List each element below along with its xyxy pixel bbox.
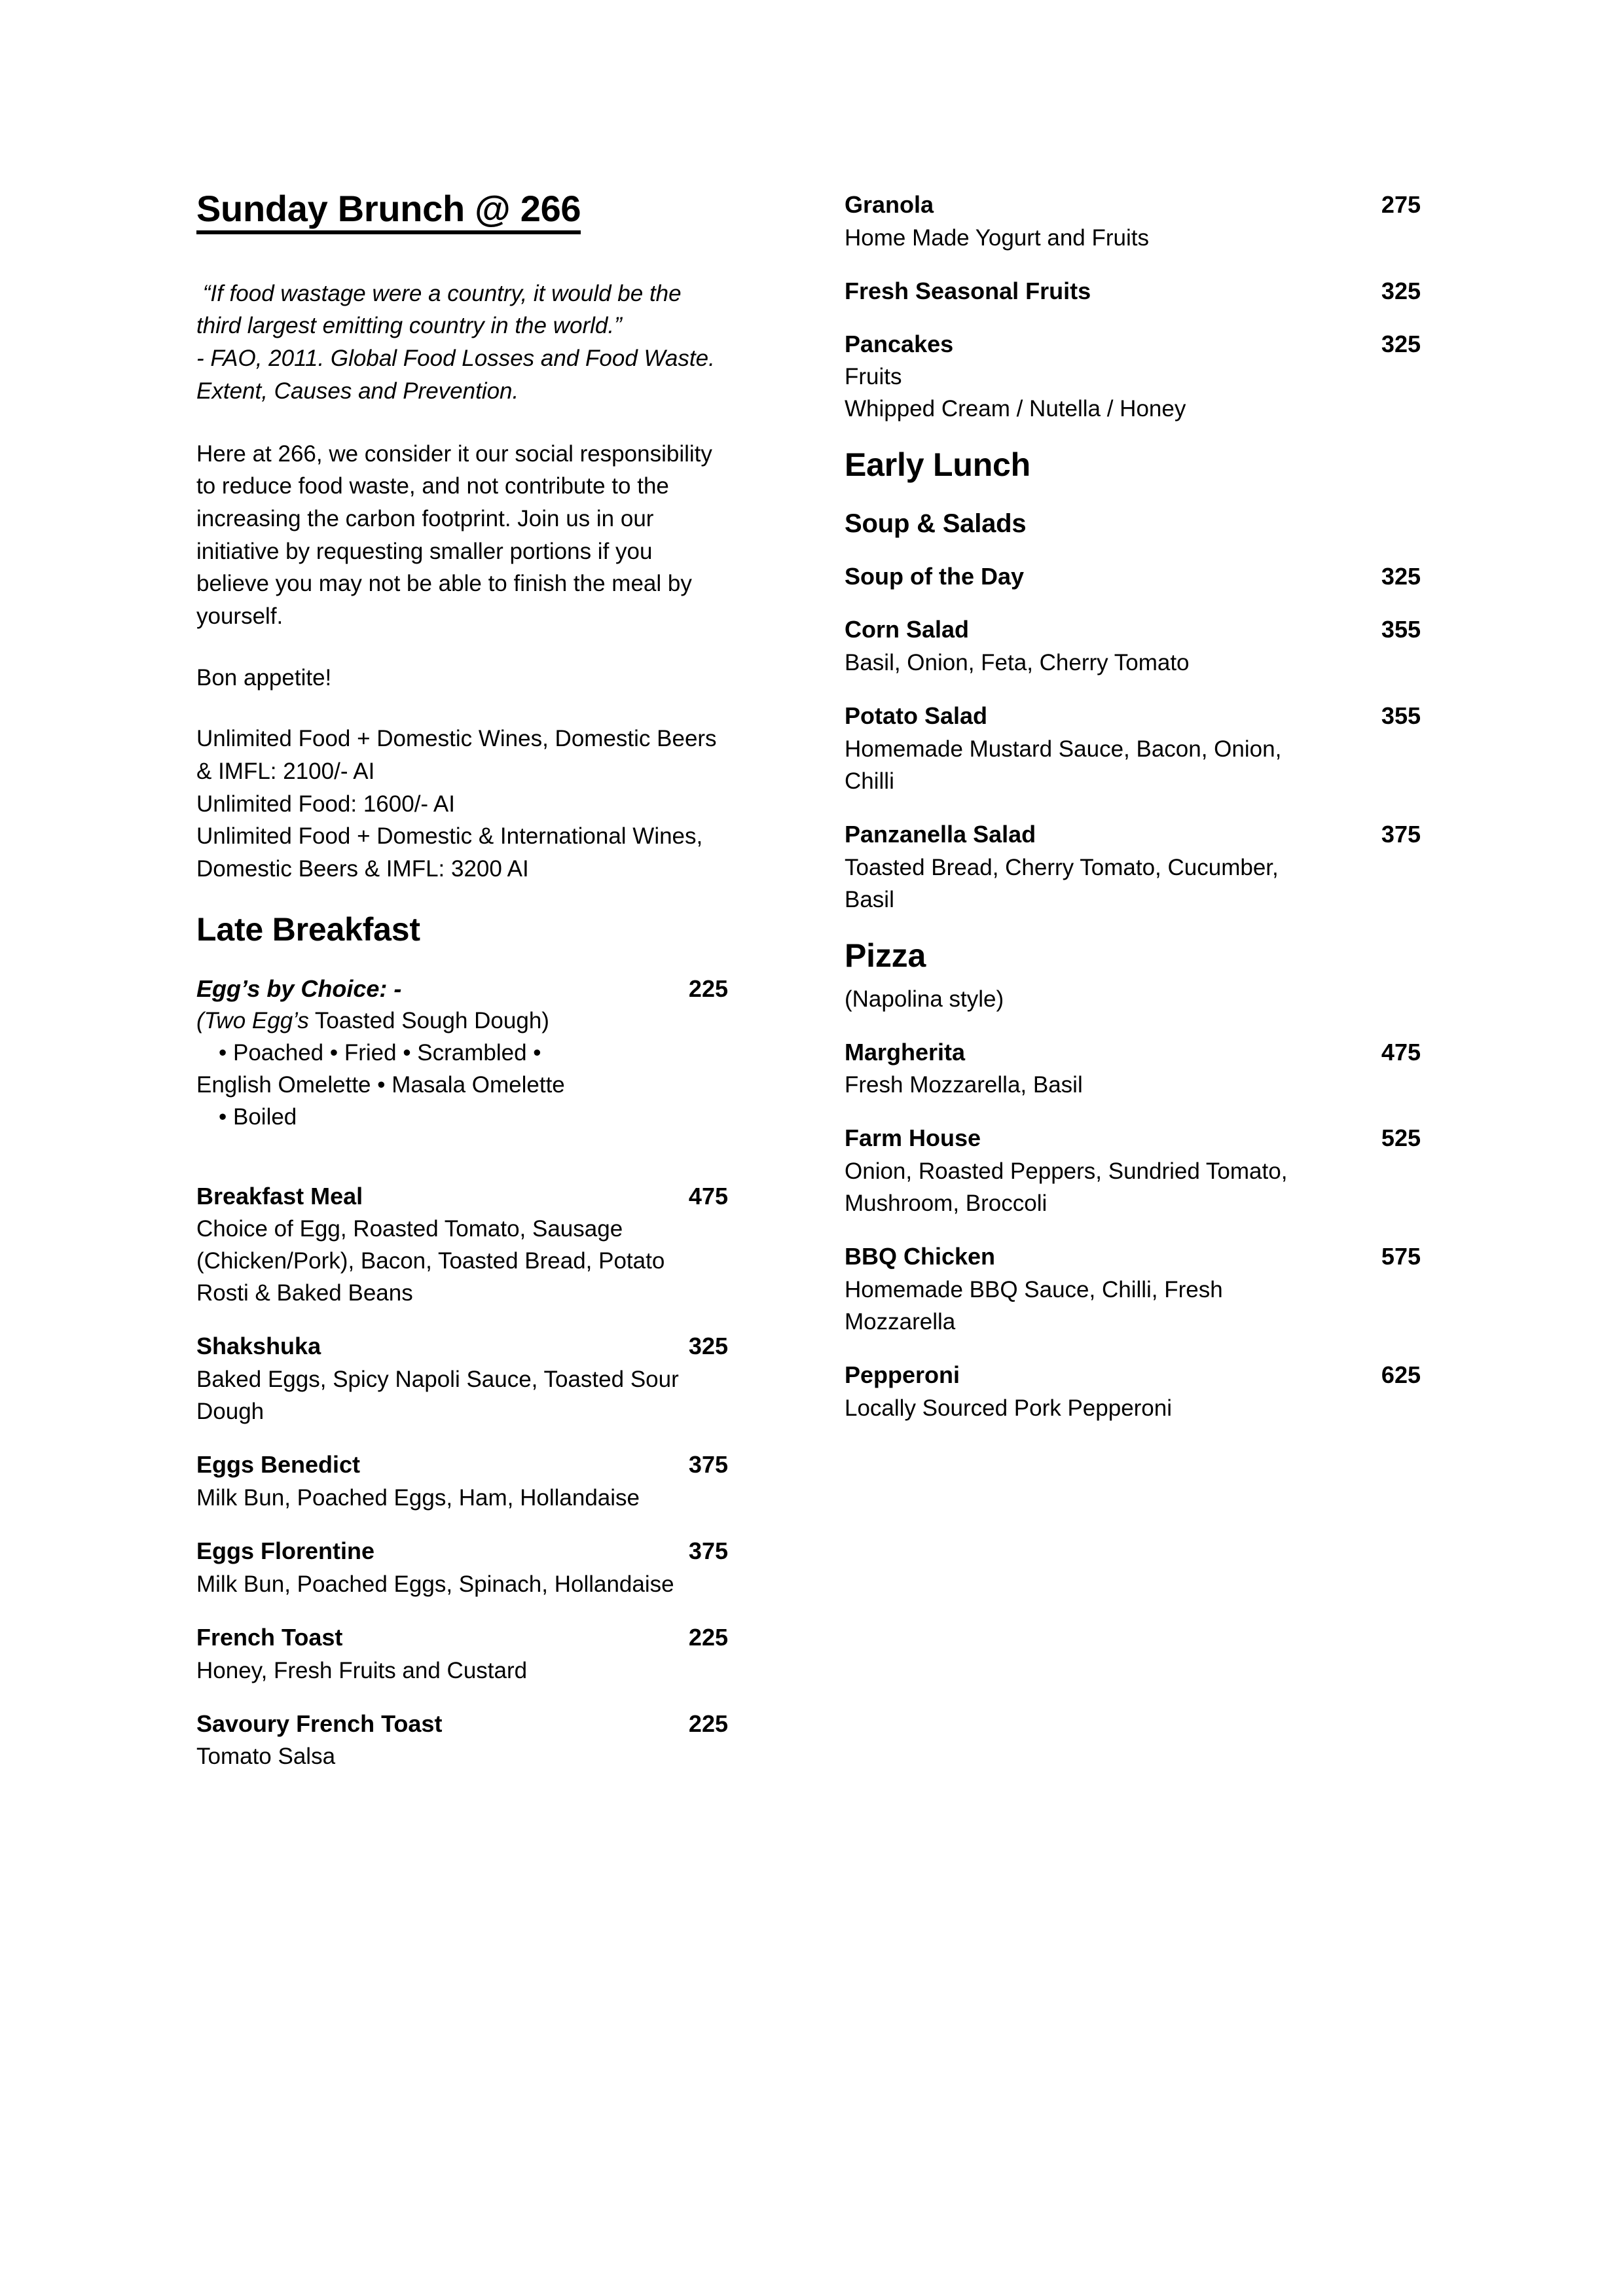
package-rates (196, 723, 773, 885)
menu-item-eggs-by-choice (196, 974, 773, 1133)
page-title: Sunday Brunch @ 266 (196, 190, 581, 234)
item-description (845, 1069, 1421, 1101)
pizza-item-list (845, 1037, 1421, 1424)
intro-line: Here at 266, we consider it our social responsibility (196, 440, 712, 467)
item-header (196, 1450, 773, 1480)
spacer (196, 1155, 773, 1181)
menu-item (196, 1536, 773, 1600)
item-header (845, 190, 1421, 221)
item-price: 225 (688, 1710, 728, 1737)
item-price: 625 (1381, 1361, 1421, 1388)
menu-item (845, 1037, 1421, 1102)
description-line: Chilli (845, 768, 894, 794)
item-header (845, 1037, 1421, 1068)
description-line: Mushroom, Broccoli (845, 1191, 1048, 1217)
description-line: Homemade Mustard Sauce, Bacon, Onion, (845, 736, 1282, 762)
soup-salads-item-list (845, 562, 1421, 915)
menu-item (845, 701, 1421, 797)
intro-line: yourself. (196, 603, 283, 629)
quote-line: third largest emitting country in the world.” (196, 313, 622, 339)
item-name: Soup of the Day (845, 563, 1025, 590)
section-heading-late-breakfast: Late Breakfast (196, 910, 420, 948)
menu-item (845, 276, 1421, 307)
menu-item (196, 1331, 773, 1427)
item-price: 375 (688, 1537, 728, 1564)
item-price: 325 (1381, 330, 1421, 357)
item-header (845, 329, 1421, 360)
menu-item (845, 615, 1421, 679)
item-price: 375 (1381, 820, 1421, 848)
item-description (196, 1655, 773, 1687)
item-name: Margherita (845, 1038, 966, 1066)
item-description (196, 1213, 773, 1309)
description-line: Mozzarella (845, 1308, 956, 1335)
rate-line: Unlimited Food + Domestic & International Wines, (196, 823, 703, 850)
item-description (845, 1392, 1421, 1424)
item-header (845, 1242, 1421, 1272)
description-line: Home Made Yogurt and Fruits (845, 224, 1149, 251)
item-price: 575 (1381, 1243, 1421, 1270)
menu-item (845, 1123, 1421, 1219)
intro-line: believe you may not be able to finish the meal by (196, 571, 692, 597)
epigraph-quote (196, 278, 773, 408)
description-line: Whipped Cream / Nutella / Honey (845, 396, 1186, 422)
item-name: Pancakes (845, 330, 954, 357)
menu-item (196, 1623, 773, 1687)
menu-item (196, 1181, 773, 1310)
item-name: Corn Salad (845, 616, 970, 643)
intro-line: increasing the carbon footprint. Join us in our (196, 505, 654, 531)
quote-line: Extent, Causes and Prevention. (196, 378, 519, 404)
item-description (845, 222, 1421, 254)
item-name: Shakshuka (196, 1333, 321, 1360)
item-description (196, 1568, 773, 1600)
description-line: Basil, Onion, Feta, Cherry Tomato (845, 649, 1190, 675)
subnote-regular: Toasted Sough Dough) (308, 1007, 549, 1033)
item-subnote (196, 1005, 773, 1037)
item-header (196, 1536, 773, 1567)
quote-line: - FAO, 2011. Global Food Losses and Food Waste. (196, 346, 715, 372)
item-header (196, 1181, 773, 1212)
item-header (845, 1123, 1421, 1154)
intro-paragraph (196, 438, 773, 633)
item-description (196, 1363, 773, 1427)
bon-appetite-text: Bon appetite! (196, 664, 332, 691)
item-price: 225 (688, 1623, 728, 1651)
item-description (845, 733, 1421, 797)
title-container (196, 190, 773, 240)
description-line: Fresh Mozzarella, Basil (845, 1072, 1083, 1098)
item-header (196, 1331, 773, 1362)
description-line: Fruits (845, 364, 902, 390)
item-name: Eggs Benedict (196, 1451, 361, 1479)
description-line: Locally Sourced Pork Pepperoni (845, 1395, 1173, 1421)
item-description (845, 852, 1421, 916)
description-line: Dough (196, 1399, 264, 1425)
menu-columns (196, 190, 1427, 1795)
description-line: Honey, Fresh Fruits and Custard (196, 1657, 528, 1683)
item-price: 325 (1381, 563, 1421, 590)
rate-line: Unlimited Food + Domestic Wines, Domestic Beers (196, 726, 717, 752)
item-name: Panzanella Salad (845, 820, 1036, 848)
left-column (196, 190, 773, 1795)
item-price: 355 (1381, 616, 1421, 643)
late-breakfast-item-list (196, 1181, 773, 1773)
breakfast-continued-item-list (845, 190, 1421, 425)
item-price: 475 (688, 1182, 728, 1210)
rate-line: & IMFL: 2100/- AI (196, 759, 375, 785)
description-line: Baked Eggs, Spicy Napoli Sauce, Toasted Sour (196, 1367, 679, 1393)
item-name: BBQ Chicken (845, 1243, 996, 1270)
item-name: French Toast (196, 1623, 343, 1651)
item-description (196, 1482, 773, 1514)
item-name: Savoury French Toast (196, 1710, 443, 1737)
item-price: 325 (1381, 277, 1421, 304)
description-line: Rosti & Baked Beans (196, 1280, 413, 1306)
section-heading-early-lunch: Early Lunch (845, 446, 1030, 484)
description-line: Milk Bun, Poached Eggs, Ham, Hollandaise (196, 1484, 640, 1511)
item-price: 355 (1381, 702, 1421, 729)
description-line: Onion, Roasted Peppers, Sundried Tomato, (845, 1158, 1288, 1185)
item-price: 525 (1381, 1124, 1421, 1152)
item-header (845, 819, 1421, 850)
menu-item (845, 1360, 1421, 1424)
intro-line: to reduce food waste, and not contribute to the (196, 473, 669, 499)
menu-item (196, 1709, 773, 1773)
rate-line: Domestic Beers & IMFL: 3200 AI (196, 856, 529, 882)
menu-item (845, 819, 1421, 916)
item-name: Breakfast Meal (196, 1182, 363, 1210)
description-line: Tomato Salsa (196, 1744, 336, 1770)
description-line: Milk Bun, Poached Eggs, Spinach, Hollandaise (196, 1571, 674, 1597)
item-description (845, 1155, 1421, 1219)
item-header (845, 1360, 1421, 1391)
item-name: Egg’s by Choice: - (196, 975, 402, 1002)
rate-line: Unlimited Food: 1600/- AI (196, 791, 455, 817)
description-line: Toasted Bread, Cherry Tomato, Cucumber, (845, 854, 1279, 880)
section-heading-pizza: Pizza (845, 937, 926, 974)
subnote-italic: (Two Egg’s (196, 1007, 309, 1033)
item-name: Farm House (845, 1124, 981, 1152)
quote-line: “If food wastage were a country, it would be the (196, 280, 682, 306)
item-header (845, 701, 1421, 732)
item-price: 475 (1381, 1038, 1421, 1066)
item-header (196, 974, 773, 1005)
egg-choice-line: • Poached • Fried • Scrambled • (219, 1039, 541, 1066)
item-name: Fresh Seasonal Fruits (845, 277, 1091, 304)
description-line: Homemade BBQ Sauce, Chilli, Fresh (845, 1276, 1223, 1302)
item-header (196, 1623, 773, 1653)
description-line: Choice of Egg, Roasted Tomato, Sausage (196, 1216, 623, 1242)
item-header (845, 276, 1421, 307)
menu-item (845, 329, 1421, 425)
egg-choice-line: • Boiled (219, 1103, 297, 1130)
menu-item (845, 562, 1421, 592)
egg-choice-line: English Omelette • Masala Omelette (196, 1071, 565, 1098)
pizza-style-note: (Napolina style) (845, 986, 1004, 1012)
item-name: Eggs Florentine (196, 1537, 375, 1564)
menu-item (845, 190, 1421, 254)
item-price: 375 (688, 1451, 728, 1479)
item-price: 325 (688, 1333, 728, 1360)
section-heading-soup-salads: Soup & Salads (845, 509, 1027, 539)
item-description (196, 1740, 773, 1772)
item-price: 225 (688, 975, 728, 1002)
item-header (845, 562, 1421, 592)
menu-item (196, 1450, 773, 1514)
menu-item (845, 1242, 1421, 1338)
item-name: Potato Salad (845, 702, 988, 729)
item-header (196, 1709, 773, 1740)
item-price: 275 (1381, 191, 1421, 218)
item-description (845, 647, 1421, 679)
description-line: (Chicken/Pork), Bacon, Toasted Bread, Potato (196, 1248, 665, 1274)
item-description (845, 1274, 1421, 1338)
right-column (845, 190, 1421, 1446)
item-name: Granola (845, 191, 934, 218)
item-name: Pepperoni (845, 1361, 960, 1388)
intro-line: initiative by requesting smaller portions if you (196, 538, 653, 564)
description-line: Basil (845, 886, 894, 912)
item-description (845, 361, 1421, 425)
item-header (845, 615, 1421, 645)
egg-choice-list (196, 1037, 773, 1133)
